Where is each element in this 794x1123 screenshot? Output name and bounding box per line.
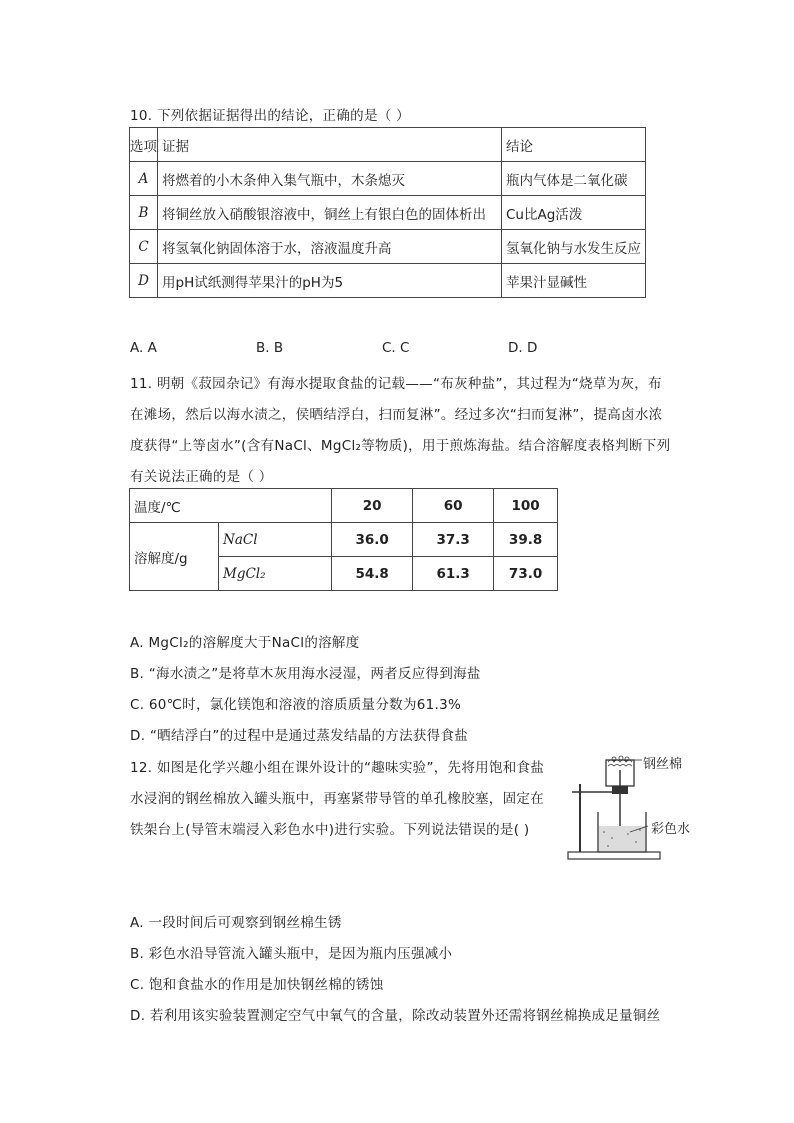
temp-20: 20 [332,489,413,523]
conclusion-b: Cu比Ag活泼 [502,196,646,230]
steel-wool-label: 钢丝棉 [643,757,683,772]
q10-choice-d[interactable]: D. D [508,340,538,356]
q11-choice-a[interactable]: A. MgCl₂的溶解度大于NaCl的溶解度 [130,635,360,651]
q12-choice-a[interactable]: A. 一段时间后可观察到钢丝棉生锈 [130,915,342,931]
option-d: D [130,264,158,298]
nacl-label: NaCl [219,523,332,557]
steel-wool [608,756,632,766]
table-row [130,230,646,264]
temp-60: 60 [413,489,494,523]
q11-choice-c[interactable]: C. 60℃时，氯化镁饱和溶液的溶质质量分数为61.3% [130,697,462,713]
header-option: 选项 [130,128,158,162]
colored-water [599,826,645,851]
nacl-20: 36.0 [332,523,413,557]
q12-stem-line-3: 铁架台上(导管末端浸入彩色水中)进行实验。下列说法错误的是( ) [130,822,530,838]
q10-stem: 10. 下列依据证据得出的结论，正确的是（ ） [130,108,410,124]
stand-base [568,852,660,859]
option-a: A [130,162,158,196]
q10-choice-b[interactable]: B. B [256,340,284,356]
solubility-table [129,488,558,591]
table-row [130,196,646,230]
nacl-60: 37.3 [413,523,494,557]
q11-choice-d[interactable]: D. “晒结浮白”的过程中是通过蒸发结晶的方法获得食盐 [130,728,469,744]
q12-choice-c[interactable]: C. 饱和食盐水的作用是加快钢丝棉的锈蚀 [130,977,384,993]
q12-stem-line-2: 水浸润的钢丝棉放入罐头瓶中，再塞紧带导管的单孔橡胶塞，固定在 [130,791,544,807]
q10-choice-c[interactable]: C. C [382,340,410,356]
table-row [130,523,558,557]
q12-choice-d[interactable]: D. 若利用该实验装置测定空气中氧气的含量，除改动装置外还需将钢丝棉换成足量铜丝 [130,1008,661,1024]
q10-choice-a[interactable]: A. A [130,340,157,356]
q11-choice-b[interactable]: B. “海水渍之”是将草木灰用海水浸湿，两者反应得到海盐 [130,666,481,682]
q12-stem-line-1: 12. 如图是化学兴趣小组在课外设计的“趣味实验”，先将用饱和食盐 [130,760,545,776]
mgcl2-100: 73.0 [494,557,558,591]
colored-water-label: 彩色水 [651,822,691,837]
table-header-row [130,489,558,523]
table-header-row [130,128,646,162]
conclusion-a: 瓶内气体是二氧化碳 [502,162,646,196]
q11-stem-line-2: 在滩场，然后以海水渍之，侯晒结浮白，扫而复淋”。经过多次“扫而复淋”，提高卤水浓 [130,407,663,423]
mgcl2-label: MgCl₂ [219,557,332,591]
temp-100: 100 [494,489,558,523]
mgcl2-20: 54.8 [332,557,413,591]
solubility-label: 溶解度/g [130,523,219,591]
conclusion-d: 苹果汁显碱性 [502,264,646,298]
evidence-a: 将燃着的小木条伸入集气瓶中，木条熄灭 [158,162,502,196]
conclusion-c: 氢氧化钠与水发生反应 [502,230,646,264]
q11-stem-line-3: 度获得“上等卤水”(含有NaCl、MgCl₂等物质)，用于煎炼海盐。结合溶解度表格判断下列 [130,438,671,454]
q12-choice-b[interactable]: B. 彩色水沿导管流入罐头瓶中，是因为瓶内压强减小 [130,946,453,962]
evidence-c: 将氢氧化钠固体溶于水，溶液温度升高 [158,230,502,264]
temp-label: 温度/℃ [130,489,332,523]
header-evidence: 证据 [158,128,502,162]
header-conclusion: 结论 [502,128,646,162]
q11-stem-line-1: 11. 明朝《菽园杂记》有海水提取食盐的记载——“布灰种盐”，其过程为“烧草为灰，布 [130,376,662,392]
q11-stem-line-4: 有关说法正确的是（ ） [130,469,273,485]
evidence-b: 将铜丝放入硝酸银溶液中，铜丝上有银白色的固体析出 [158,196,502,230]
nacl-100: 39.8 [494,523,558,557]
q10-evidence-table [129,127,646,298]
table-row [130,264,646,298]
option-c: C [130,230,158,264]
option-b: B [130,196,158,230]
evidence-d: 用pH试纸测得苹果汁的pH为5 [158,264,502,298]
table-row [130,162,646,196]
mgcl2-60: 61.3 [413,557,494,591]
